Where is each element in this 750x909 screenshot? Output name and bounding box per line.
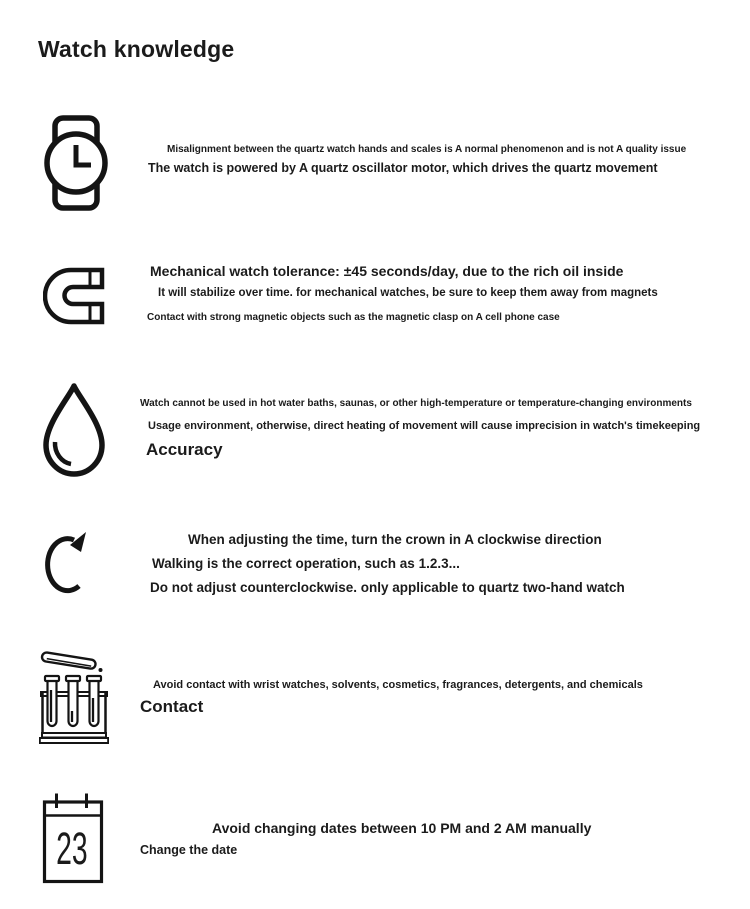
item-heading: Avoid changing dates between 10 PM and 2 AM manually bbox=[212, 820, 592, 836]
item-text: Walking is the correct operation, such as 1.2.3... bbox=[152, 556, 460, 571]
item-text: It will stabilize over time. for mechanical watches, be sure to keep them away from magnets bbox=[158, 287, 658, 299]
calendar-day-number: 23 bbox=[56, 823, 88, 874]
item-text: Change the date bbox=[140, 843, 238, 857]
item-note: Contact with strong magnetic objects such as the magnetic clasp on A cell phone case bbox=[147, 312, 560, 323]
item-text: Do not adjust counterclockwise. only applicable to quartz two-hand watch bbox=[150, 580, 625, 595]
item-heading: Mechanical watch tolerance: ±45 seconds/day, due to the rich oil inside bbox=[150, 263, 624, 279]
page-title: Watch knowledge bbox=[38, 36, 235, 62]
water-drop-icon bbox=[42, 382, 106, 478]
item-keyword: Contact bbox=[140, 697, 204, 716]
item-note: Misalignment between the quartz watch hands and scales is A normal phenomenon and is not A quality issue bbox=[167, 144, 687, 155]
item-text: The watch is powered by A quartz oscillator motor, which drives the quartz movement bbox=[148, 161, 658, 175]
calendar-icon bbox=[41, 792, 105, 885]
item-text: Usage environment, otherwise, direct heating of movement will cause imprecision in watch's timekeeping bbox=[148, 420, 701, 432]
clockwise-arrow-icon bbox=[39, 526, 87, 600]
watch-icon bbox=[43, 115, 109, 211]
item-heading: When adjusting the time, turn the crown in A clockwise direction bbox=[188, 532, 602, 547]
item-note: Avoid contact with wrist watches, solvents, cosmetics, fragrances, detergents, and chemicals bbox=[153, 679, 643, 691]
item-keyword: Accuracy bbox=[146, 440, 223, 459]
magnet-icon bbox=[43, 267, 105, 325]
item-note: Watch cannot be used in hot water baths, saunas, or other high-temperature or temperature-changing environments bbox=[140, 398, 692, 409]
test-tubes-icon bbox=[39, 645, 109, 745]
